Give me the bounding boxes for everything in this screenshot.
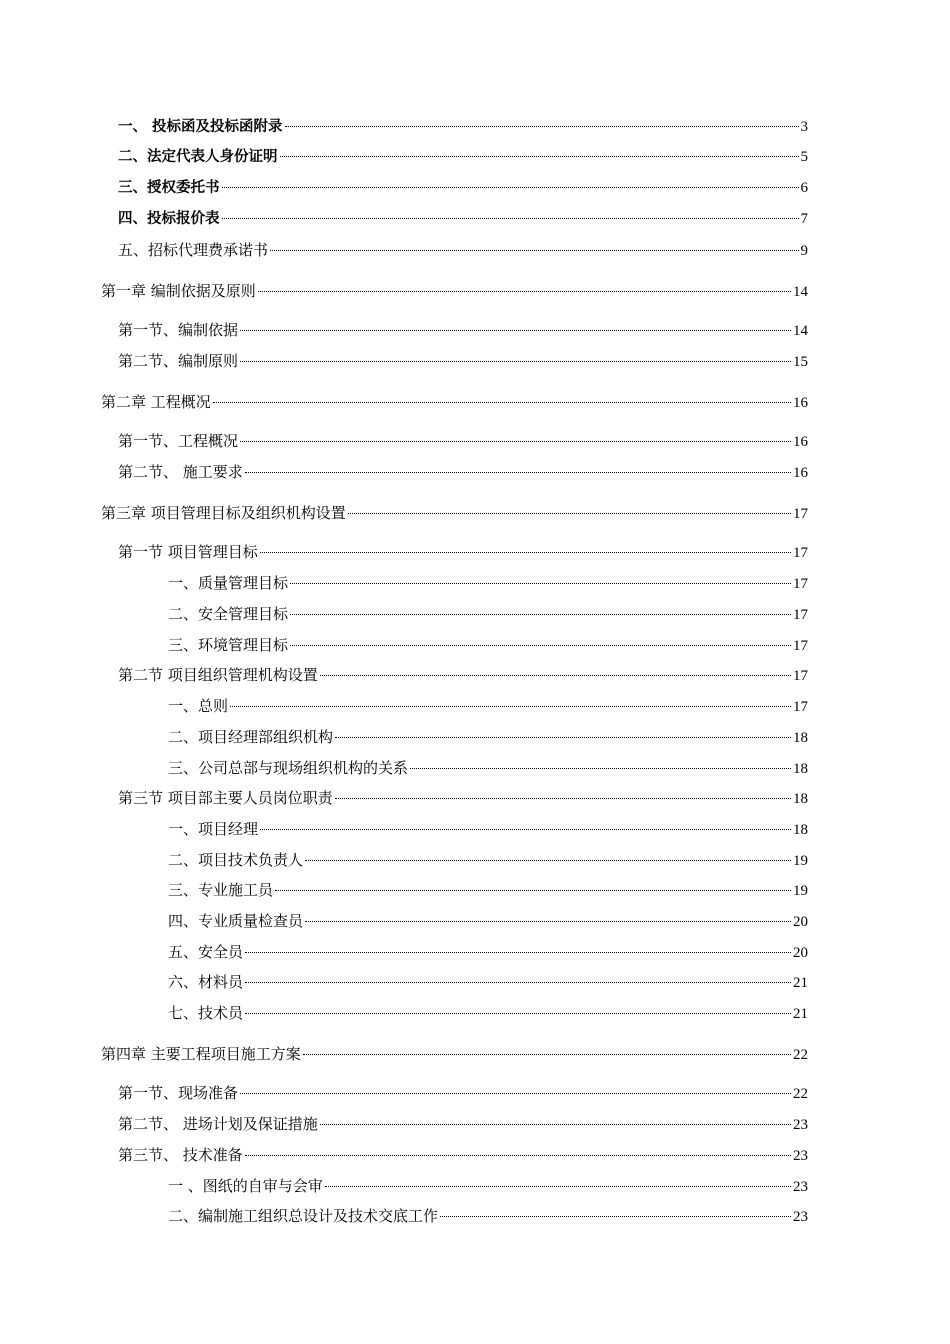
toc-entry-section[interactable] <box>118 351 808 371</box>
dot-leader <box>275 890 791 891</box>
dot-leader <box>348 513 791 514</box>
dot-leader <box>230 706 791 707</box>
toc-entry-title: 第一节 项目管理目标 <box>118 543 258 561</box>
toc-entry-page-number: 5 <box>800 149 808 165</box>
toc-entry-page-number: 3 <box>800 119 808 135</box>
toc-entry-sub[interactable] <box>168 758 808 778</box>
toc-entry-sub[interactable] <box>168 1176 808 1196</box>
dot-leader <box>245 952 791 953</box>
dot-leader <box>335 798 791 799</box>
toc-entry-fm[interactable] <box>118 209 808 229</box>
toc-entry-page-number: 20 <box>793 945 808 961</box>
toc-entry-title: 四、投标报价表 <box>118 211 220 227</box>
toc-entry-sub[interactable] <box>168 604 808 624</box>
toc-entry-sub[interactable] <box>168 696 808 716</box>
toc-entry-title: 六、材料员 <box>168 973 244 991</box>
toc-entry-title: 第四章 主要工程项目施工方案 <box>101 1045 301 1063</box>
toc-entry-page-number: 17 <box>793 638 808 654</box>
dot-leader <box>245 472 791 473</box>
toc-entry-page-number: 16 <box>793 395 808 411</box>
toc-entry-title: 二、项目技术负责人 <box>168 851 304 869</box>
toc-entry-title: 第一节、工程概况 <box>118 432 239 450</box>
toc-entry-sub[interactable] <box>168 635 808 655</box>
dot-leader <box>305 921 791 922</box>
dot-leader <box>213 402 791 403</box>
toc-entry-page-number: 19 <box>793 853 808 869</box>
toc-entry-page-number: 14 <box>793 323 808 339</box>
toc-entry-page-number: 17 <box>793 607 808 623</box>
toc-entry-sub[interactable] <box>168 942 808 962</box>
toc-entry-page-number: 21 <box>793 1006 808 1022</box>
toc-entry-page-number: 17 <box>793 506 808 522</box>
dot-leader <box>285 126 799 127</box>
toc-entry-page-number: 19 <box>793 883 808 899</box>
toc-entry-section[interactable] <box>118 1114 808 1134</box>
toc-entry-page-number: 6 <box>800 180 808 196</box>
toc-entry-section[interactable] <box>118 462 808 482</box>
toc-entry-page-number: 17 <box>793 699 808 715</box>
toc-entry-sub[interactable] <box>168 819 808 839</box>
toc-entry-title: 第一节、编制依据 <box>118 321 239 339</box>
toc-entry-sub[interactable] <box>168 911 808 931</box>
dot-leader <box>325 1186 791 1187</box>
toc-entry-sub[interactable] <box>168 880 808 900</box>
toc-entry-section[interactable] <box>118 788 808 808</box>
toc-entry-chapter[interactable] <box>101 392 808 412</box>
toc-entry-page-number: 7 <box>800 211 808 227</box>
toc-entry-page-number: 15 <box>793 354 808 370</box>
toc-entry-title: 第二章 工程概况 <box>101 393 211 411</box>
toc-entry-page-number: 18 <box>793 822 808 838</box>
toc-entry-title: 五、招标代理费承诺书 <box>118 241 269 259</box>
toc-entry-page-number: 23 <box>793 1117 808 1133</box>
dot-leader <box>290 614 791 615</box>
toc-entry-fm[interactable] <box>118 178 808 198</box>
toc-entry-title: 第三节、 技术准备 <box>118 1146 243 1164</box>
dot-leader <box>320 1124 791 1125</box>
toc-entry-page-number: 23 <box>793 1148 808 1164</box>
toc-entry-chapter[interactable] <box>101 281 808 301</box>
dot-leader <box>245 1155 791 1156</box>
toc-entry-title: 五、安全员 <box>168 943 244 961</box>
toc-entry-title: 一、项目经理 <box>168 820 259 838</box>
toc-entry-page-number: 22 <box>793 1086 808 1102</box>
dot-leader <box>440 1216 791 1217</box>
dot-leader <box>290 583 791 584</box>
toc-entry-title: 第二节、编制原则 <box>118 352 239 370</box>
toc-entry-fm[interactable] <box>118 117 808 137</box>
dot-leader <box>260 829 791 830</box>
toc-entry-page-number: 17 <box>793 545 808 561</box>
dot-leader <box>270 250 798 251</box>
toc-entry-sub[interactable] <box>168 1003 808 1023</box>
toc-entry-page-number: 16 <box>793 434 808 450</box>
toc-entry-section[interactable] <box>118 431 808 451</box>
dot-leader <box>258 291 791 292</box>
toc-entry-page-number: 22 <box>793 1047 808 1063</box>
toc-entry-page-number: 21 <box>793 975 808 991</box>
toc-entry-title: 三、环境管理目标 <box>168 636 289 654</box>
dot-leader <box>245 982 791 983</box>
toc-entry-page-number: 17 <box>793 576 808 592</box>
toc-entry-title: 第一章 编制依据及原则 <box>101 282 256 300</box>
dot-leader <box>222 218 799 219</box>
toc-entry-page-number: 18 <box>793 791 808 807</box>
toc-entry-chapter[interactable] <box>101 503 808 523</box>
toc-entry-title: 二、安全管理目标 <box>168 605 289 623</box>
toc-entry-section[interactable] <box>118 1083 808 1103</box>
toc-entry-title: 一、 投标函及投标函附录 <box>118 119 283 135</box>
toc-entry-title: 三、专业施工员 <box>168 881 274 899</box>
toc-entry-sub[interactable] <box>168 727 808 747</box>
dot-leader <box>222 187 799 188</box>
toc-entry-section[interactable] <box>118 320 808 340</box>
dot-leader <box>410 768 791 769</box>
toc-entry-title: 第三章 项目管理目标及组织机构设置 <box>101 504 346 522</box>
toc-entry-title: 第一节、现场准备 <box>118 1084 239 1102</box>
dot-leader <box>240 330 791 331</box>
dot-leader <box>240 1093 791 1094</box>
toc-entry-section[interactable] <box>118 1145 808 1165</box>
toc-entry-page-number: 18 <box>793 761 808 777</box>
toc-entry-title: 第二节 项目组织管理机构设置 <box>118 666 318 684</box>
toc-entry-fm[interactable] <box>118 240 808 260</box>
dot-leader <box>290 645 791 646</box>
toc-entry-section[interactable] <box>118 665 808 685</box>
toc-entry-page-number: 14 <box>793 284 808 300</box>
toc-entry-title: 四、专业质量检查员 <box>168 912 304 930</box>
toc-entry-title: 二、项目经理部组织机构 <box>168 728 334 746</box>
dot-leader <box>260 552 791 553</box>
toc-entry-page-number: 18 <box>793 730 808 746</box>
toc-entry-title: 二、法定代表人身份证明 <box>118 149 278 165</box>
toc-entry-title: 七、技术员 <box>168 1004 244 1022</box>
toc-entry-page-number: 17 <box>793 668 808 684</box>
toc-entry-fm[interactable] <box>118 147 808 167</box>
toc-entry-title: 一 、图纸的自审与会审 <box>168 1177 323 1195</box>
toc-entry-title: 一、质量管理目标 <box>168 574 289 592</box>
toc-entry-section[interactable] <box>118 542 808 562</box>
toc-entry-title: 三、授权委托书 <box>118 180 220 196</box>
toc-entry-page-number: 9 <box>800 243 808 259</box>
dot-leader <box>335 737 791 738</box>
toc-entry-title: 第二节、 进场计划及保证措施 <box>118 1115 318 1133</box>
toc-entry-chapter[interactable] <box>101 1044 808 1064</box>
toc-entry-title: 二、编制施工组织总设计及技术交底工作 <box>168 1207 439 1225</box>
toc-entry-sub[interactable] <box>168 573 808 593</box>
dot-leader <box>280 156 799 157</box>
toc-entry-page-number: 20 <box>793 914 808 930</box>
toc-entry-page-number: 23 <box>793 1209 808 1225</box>
toc-entry-page-number: 16 <box>793 465 808 481</box>
dot-leader <box>245 1013 791 1014</box>
toc-entry-sub[interactable] <box>168 850 808 870</box>
dot-leader <box>303 1054 791 1055</box>
toc-entry-title: 一、总则 <box>168 697 229 715</box>
toc-entry-title: 第三节 项目部主要人员岗位职责 <box>118 789 333 807</box>
dot-leader <box>320 675 791 676</box>
toc-entry-sub[interactable] <box>168 972 808 992</box>
toc-entry-title: 三、公司总部与现场组织机构的关系 <box>168 759 409 777</box>
dot-leader <box>240 361 791 362</box>
toc-entry-page-number: 23 <box>793 1179 808 1195</box>
toc-entry-title: 第二节、 施工要求 <box>118 463 243 481</box>
dot-leader <box>305 860 791 861</box>
dot-leader <box>240 441 791 442</box>
toc-entry-sub[interactable] <box>168 1206 808 1226</box>
